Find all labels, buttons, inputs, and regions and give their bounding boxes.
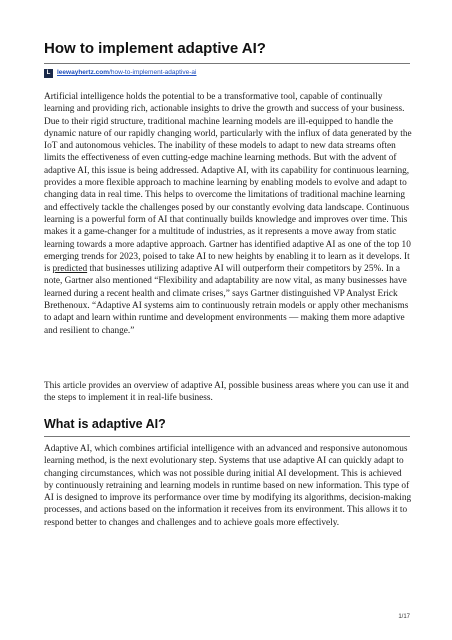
site-logo-icon: L [44, 69, 53, 78]
intro-paragraph [44, 91, 412, 337]
page-number: 1/17 [398, 614, 410, 620]
page-title: How to implement adaptive AI? [44, 40, 266, 57]
section-paragraph: Adaptive AI, which combines artificial intelligence with an advanced and responsive autonomous learning method, is the next evolutionary step. Systems that use adaptive AI can quickly adapt to changing circumstances, which was not possible during initial AI development. This is achieved by continuously retraining and learning models in runtime based on new information. This type of AI is designed to improve its performance over time by modifying its algorithms, decision-making processes, and actions based on the information it receives from its environment. This allows it to respond better to changes and challenges and to achieve goals more effectively. [44, 444, 412, 528]
predicted-link[interactable]: predicted [52, 264, 88, 275]
source-path-link[interactable]: /how-to-implement-adaptive-ai [109, 69, 197, 76]
section-heading: What is adaptive AI? [44, 417, 166, 431]
overview-paragraph: This article provides an overview of adaptive AI, possible business areas where you can use it and the steps to implement it in real-life business. [44, 381, 409, 404]
intro-text-start: Artificial intelligence holds the potential to be a transformative tool, capable of continually learning and providing rich, actionable insights to drive the growth and success of your business. Due to their rigid structure, traditional machine learning models are ill-equipped to handle the dynamic nature of our rapidly changing world, particularly with the influx of data generated by the IoT and autonomous vehicles. The inability of these models to adapt to new data streams often limits the effectiveness of even cutting-edge machine learning methods. But with the advent of adaptive AI, this issue is being addressed. Adaptive AI, with its capability for continuous learning, provides a more flexible approach to machine learning by enabling models to evolve and adapt to changing data in real time. This helps to overcome the limitations of traditional machine learning and effectively tackle the challenges posed by our constantly evolving data landscape. Continuous learning is a powerful form of AI that continually builds knowledge and improves over time. This makes it a game-changer for a multitude of industries, as it represents a move away from static learning towards a more adaptive approach. Gartner has identified adaptive AI as one of the top 10 emerging trends for 2023, poised to take AI to new heights by enabling it to learn as it develops. It is [44, 92, 412, 275]
title-divider [44, 63, 410, 64]
source-domain-link[interactable]: leewayhertz.com [57, 69, 110, 76]
intro-text-end: that businesses utilizing adaptive AI will outperform their competitors by 25%. In a note, Gartner also mentioned “Flexibility and adaptability are now vital, as many businesses have learned during a recent health and climate crises,” says Gartner distinguished VP Analyst Erick Brethenoux. “Adaptive AI systems aim to continuously retrain models or apply other mechanisms to adapt and learn within runtime and development environments — making them more adaptive and resilient to change.” [44, 264, 409, 336]
section-divider [44, 436, 410, 437]
source-line [44, 67, 196, 79]
